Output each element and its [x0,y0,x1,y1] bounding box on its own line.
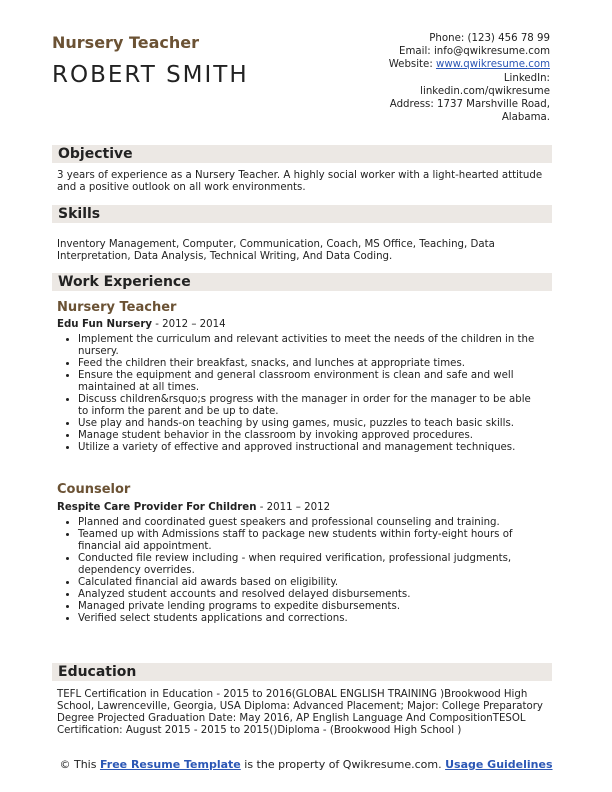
list-item: • Calculated financial aid awards based on eligibility. [78,577,542,589]
list-item: • Utilize a variety of effective and approved instructional and management techniques. [78,442,542,454]
employer-line [57,502,330,513]
website-link[interactable]: www.qwikresume.com [435,59,550,71]
linkedin-label: LinkedIn: [503,72,550,84]
list-item: • Use play and hands-on teaching by using games, music, puzzles to teach basic skills. [78,418,542,430]
employer-line [57,319,226,330]
education-heading: Education [52,663,552,681]
job-duties [57,334,542,454]
phone: Phone: (123) 456 78 99 [429,33,550,44]
footer [0,758,612,771]
website-label: Website: [388,59,436,71]
work-experience-heading: Work Experience [52,273,552,291]
list-item: • Conducted file review including - when required verification, professional judgments, dependency overrides. [78,553,542,577]
list-item: • Teamed up with Admissions staff to package new students within forty-eight hours of financial aid appointment. [78,529,542,553]
list-item: • Discuss children&rsquo;s progress with the manager in order for the manager to be able to inform the parent and be up to date. [78,394,542,418]
address-line1: Address: 1737 Marshville Road, [389,99,550,111]
employment-dates: - 2011 – 2012 [256,502,331,513]
employer-name: Respite Care Provider For Children [57,502,257,513]
footer-prefix: © This [59,758,100,771]
list-item: • Manage student behavior in the classroom by invoking approved procedures. [78,430,542,442]
free-resume-template-link[interactable]: Free Resume Template [99,758,241,771]
employer-name: Edu Fun Nursery [57,319,152,330]
list-item: • Implement the curriculum and relevant activities to meet the needs of the children in the nursery. [78,334,542,358]
skills-text: Inventory Management, Computer, Communication, Coach, MS Office, Teaching, Data Interpretation, Data Analysis, Technical Writing, And Data Coding. [57,239,495,262]
website [389,58,550,71]
footer-middle: is the property of Qwikresume.com. [240,758,446,771]
job-role: Counselor [57,482,131,497]
job-duties [57,517,542,625]
education-text: TEFL Certification in Education - 2015 to 2016(GLOBAL ENGLISH TRAINING )Brookwood High School, Lawrenceville, Georgia, USA Diploma: Advanced Placement; Major: College Preparatory Degree Projected Graduation Date: May 2016, AP English Language And CompositionTESOL Certification: August 2015 - 2015 to 2015()Diploma - (Brookwood High School ) [57,689,543,736]
objective-text: 3 years of experience as a Nursery Teacher. A highly social worker with a light-hearted attitude and a positive outlook on all work environments. [57,170,543,193]
list-item: • Analyzed student accounts and resolved delayed disbursements. [78,589,542,601]
list-item: • Planned and coordinated guest speakers and professional counseling and training. [78,517,542,529]
contact-block [389,32,550,124]
candidate-name: ROBERT SMITH [52,62,249,88]
linkedin-value: linkedin.com/qwikresume [420,85,550,97]
employment-dates: - 2012 – 2014 [152,319,226,330]
skills-heading: Skills [52,205,552,223]
job-role: Nursery Teacher [57,300,177,315]
email: Email: info@qwikresume.com [399,46,550,58]
list-item: • Managed private lending programs to expedite disbursements. [78,601,542,613]
job-title: Nursery Teacher [52,33,199,52]
usage-guidelines-link[interactable]: Usage Guidelines [445,758,553,771]
address-line2: Alabama. [501,112,550,124]
list-item: • Verified select students applications and corrections. [78,613,542,625]
list-item: • Feed the children their breakfast, snacks, and lunches at appropriate times. [78,358,542,370]
list-item: • Ensure the equipment and general classroom environment is clean and safe and well maintained at all times. [78,370,542,394]
objective-heading: Objective [52,145,552,163]
